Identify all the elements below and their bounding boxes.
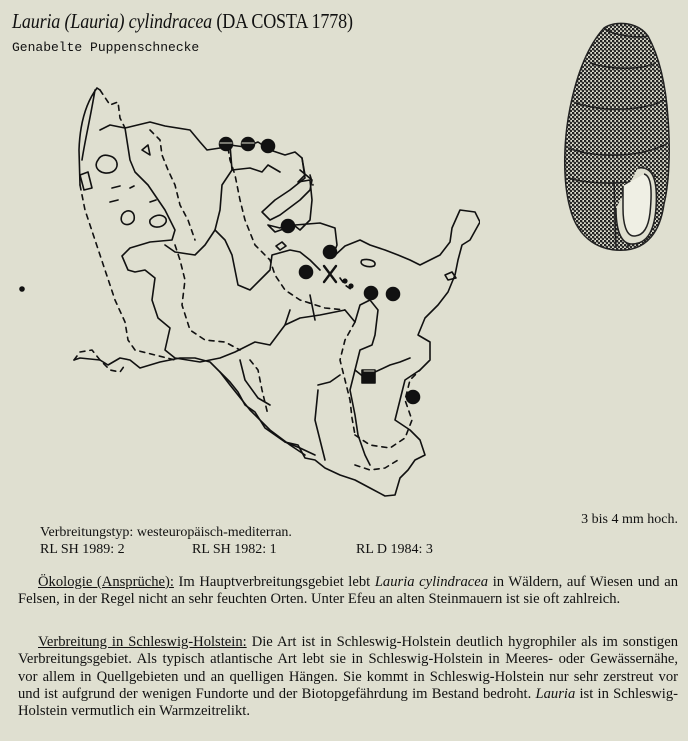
distribution-type-label: Verbreitungstyp: <box>40 525 134 540</box>
size-note: 3 bis 4 mm hoch. <box>581 512 678 527</box>
distribution-type-value: westeuropäisch-mediterran. <box>136 525 292 540</box>
red-list-sh-1989: RL SH 1989: 2 <box>40 542 125 557</box>
red-list-d-1984: RL D 1984: 3 <box>356 542 433 557</box>
distribution-paragraph: Verbreitung in Schleswig-Holstein: Die Art ist in Schleswig-Holstein deutlich hygrophiler als im sonstigen Verbreitungsgebiet. Als typisch atlantische Art lebt sie in Schleswig-Holstein in Meeres- oder Gewässernähe, vor allem in Quellgebieten und an quelligen Hängen. Sie kommt in Schleswig-Holstein nur sehr zerstreut vor und ist aufgrund der wenigen Fundorte und der Biotopgefährdung im Bestand bedroht. Lauria ist in Schleswig-Holstein vermutlich ein Warmzeitrelikt. <box>18 634 678 720</box>
red-list-sh-1982: RL SH 1982: 1 <box>192 542 277 557</box>
shell-illustration <box>556 8 682 254</box>
distribution-map <box>0 60 480 500</box>
species-title <box>12 9 353 33</box>
distribution-type <box>40 524 433 541</box>
species-author: (DA COSTA 1778) <box>216 9 353 33</box>
species-name: Lauria (Lauria) cylindracea <box>12 9 213 33</box>
distribution-heading: Verbreitung in Schleswig-Holstein: <box>38 634 247 650</box>
red-list-row <box>40 541 433 558</box>
species-name-inline: Lauria cylindracea <box>374 574 489 590</box>
genus-inline: Lauria <box>535 685 576 702</box>
ecology-paragraph: Ökologie (Ansprüche): Im Hauptverbreitungsgebiet lebt Lauria cylindracea in Wäldern, auf Wiesen und an Felsen, in der Regel nicht an sehr feuchten Orten. Unter Efeu an alten Steinmauern ist sie oft zahlreich. <box>18 574 679 608</box>
ecology-heading: Ökologie (Ansprüche): <box>38 574 174 590</box>
classification-block <box>40 524 433 558</box>
common-name: Genabelte Puppenschnecke <box>12 40 200 55</box>
